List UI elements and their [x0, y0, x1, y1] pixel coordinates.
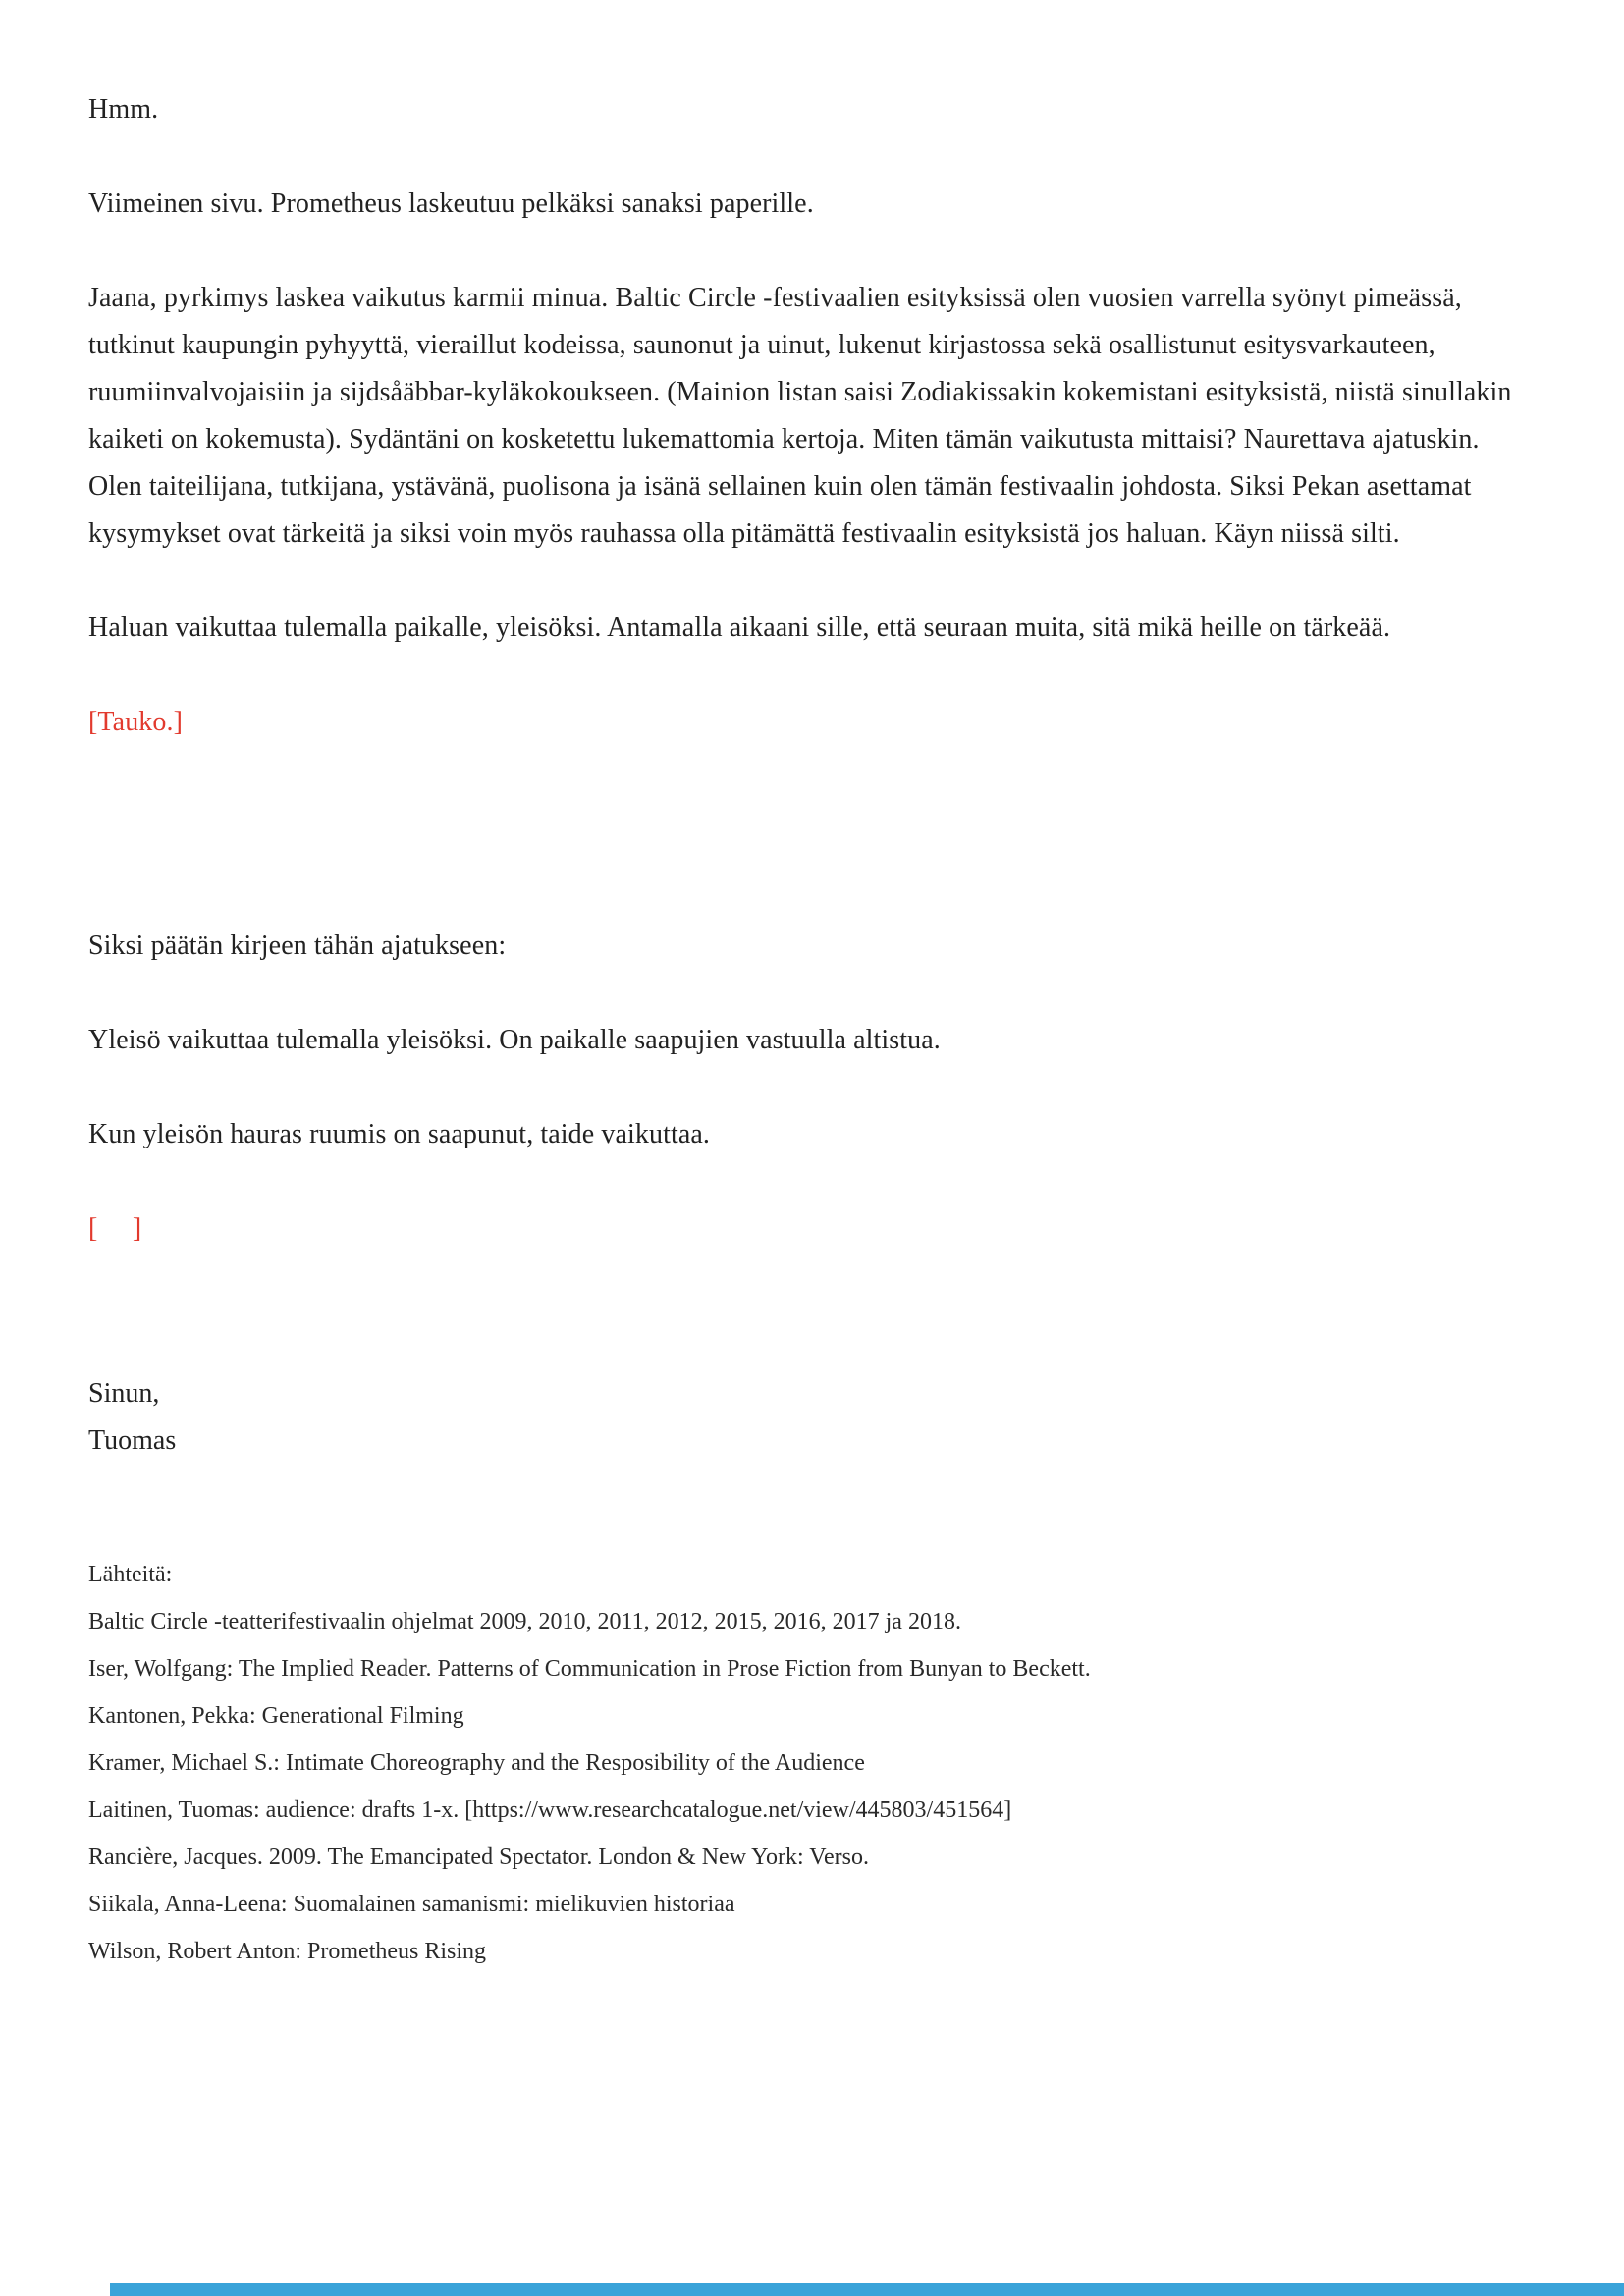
signoff-salutation: Sinun, [88, 1378, 160, 1409]
page-bottom-accent-bar [110, 2283, 1624, 2296]
reference-item: Wilson, Robert Anton: Prometheus Rising [88, 1939, 487, 1964]
paragraph-main: Jaana, pyrkimys laskea vaikutus karmii minua. Baltic Circle -festivaalien esityksissä olen vuosien varrella syönyt pimeässä, tutkinut kaupungin pyhyyttä, vieraillut kodeissa, saunonut ja uinut, lukenut kirjastossa sekä osallistunut esitysvarkauteen, ruumiinvalvojaisiin ja sijdsåäbbar-kyläkokoukseen. (Mainion listan saisi Zodiakissakin kokemistani esityksistä, niistä sinullakin kaiketi on kokemusta). Sydäntäni on kosketettu lukemattomia kertoja. Miten tämän vaikutusta mittaisi? Naurettava ajatuskin. Olen taiteilijana, tutkijana, ystävänä, puolisona ja isänä sellainen kuin olen tämän festivaalin johdosta. Siksi Pekan asettamat kysymykset ovat tärkeitä ja siksi voin myös rauhassa olla pitämättä festivaalin esityksistä jos haluan. Käyn niissä silti. [88, 283, 1512, 549]
reference-item: Laitinen, Tuomas: audience: drafts 1-x. [https://www.researchcatalogue.net/view/445803/451564] [88, 1797, 1012, 1823]
reference-item: Iser, Wolfgang: The Implied Reader. Patterns of Communication in Prose Fiction from Bunyan to Beckett. [88, 1656, 1091, 1682]
signoff-name: Tuomas [88, 1425, 177, 1456]
paragraph-tauko-stage-direction: [Tauko.] [88, 707, 184, 737]
reference-item: Rancière, Jacques. 2009. The Emancipated Spectator. London & New York: Verso. [88, 1844, 869, 1870]
paragraph-yleiso-vaikuttaa: Yleisö vaikuttaa tulemalla yleisöksi. On paikalle saapujien vastuulla altistua. [88, 1025, 941, 1055]
signature-block [88, 1370, 1536, 1465]
paragraph-empty-brackets: [ ] [88, 1213, 142, 1244]
reference-item: Kantonen, Pekka: Generational Filming [88, 1703, 464, 1729]
references-heading: Lähteitä: [88, 1562, 173, 1587]
reference-item: Siikala, Anna-Leena: Suomalainen samanismi: mielikuvien historiaa [88, 1892, 735, 1917]
paragraph-hmm: Hmm. [88, 94, 159, 125]
paragraph-kun-yleison: Kun yleisön hauras ruumis on saapunut, taide vaikuttaa. [88, 1119, 711, 1149]
paragraph-last-page: Viimeinen sivu. Prometheus laskeutuu pelkäksi sanaksi paperille. [88, 188, 814, 219]
paragraph-siksi-paatan: Siksi päätän kirjeen tähän ajatukseen: [88, 931, 507, 961]
reference-item: Kramer, Michael S.: Intimate Choreography and the Resposibility of the Audience [88, 1750, 865, 1776]
references-section [88, 1551, 1536, 1975]
paragraph-haluan-vaikuttaa: Haluan vaikuttaa tulemalla paikalle, yleisöksi. Antamalla aikaani sille, että seuraan muita, sitä mikä heille on tärkeää. [88, 613, 1391, 643]
reference-item: Baltic Circle -teatterifestivaalin ohjelmat 2009, 2010, 2011, 2012, 2015, 2016, 2017 ja 2018. [88, 1609, 961, 1634]
